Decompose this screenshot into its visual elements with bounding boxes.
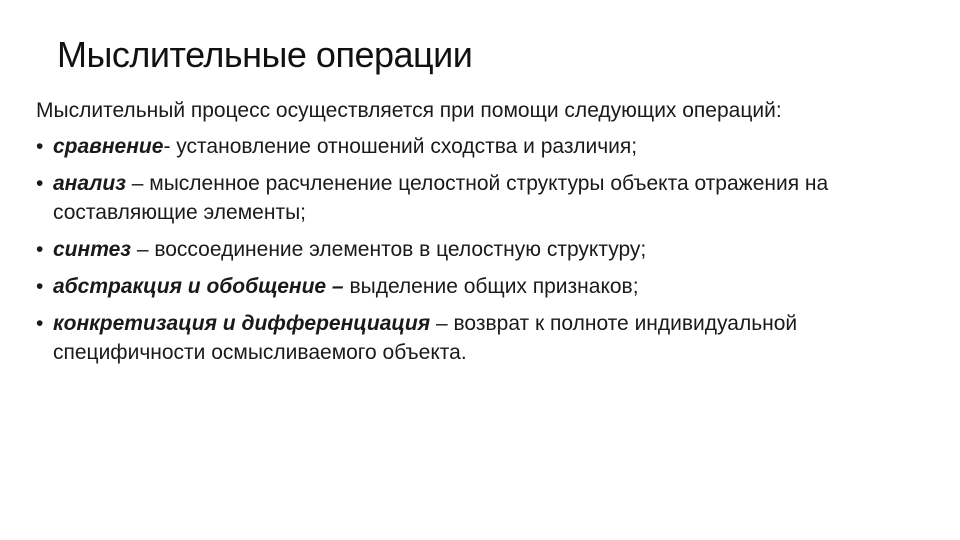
bullet-icon: • bbox=[36, 135, 44, 158]
term-comparison: сравнение bbox=[53, 135, 164, 158]
list-item-abstraction bbox=[36, 272, 916, 301]
list-item-comparison bbox=[36, 132, 916, 161]
definition-abstraction: выделение общих признаков; bbox=[343, 275, 639, 298]
operations-list bbox=[36, 132, 916, 367]
definition-concretization: – возврат к полноте индивидуальной специфичности осмысливаемого объекта. bbox=[53, 312, 798, 364]
list-item-synthesis bbox=[36, 235, 916, 264]
bullet-icon: • bbox=[36, 312, 44, 335]
definition-analysis: – мысленное расчленение целостной структуры объекта отражения на составляющие элементы; bbox=[53, 172, 829, 224]
term-abstraction: абстракция и обобщение – bbox=[53, 275, 344, 298]
term-analysis: анализ bbox=[53, 172, 126, 195]
intro-text: Мыслительный процесс осуществляется при помощи следующих операций: bbox=[36, 99, 782, 122]
term-concretization: конкретизация и дифференциация bbox=[53, 312, 431, 335]
slide-body bbox=[36, 96, 916, 375]
definition-synthesis: – воссоединение элементов в целостную структуру; bbox=[130, 238, 647, 261]
term-synthesis: синтез bbox=[53, 238, 131, 261]
list-item-analysis bbox=[36, 169, 916, 227]
bullet-icon: • bbox=[36, 238, 44, 261]
definition-comparison: - установление отношений сходства и различия; bbox=[163, 135, 638, 158]
slide-title: Мыслительные операции bbox=[57, 34, 473, 75]
bullet-icon: • bbox=[36, 172, 44, 195]
list-item-concretization bbox=[36, 309, 916, 367]
bullet-icon: • bbox=[36, 275, 44, 298]
